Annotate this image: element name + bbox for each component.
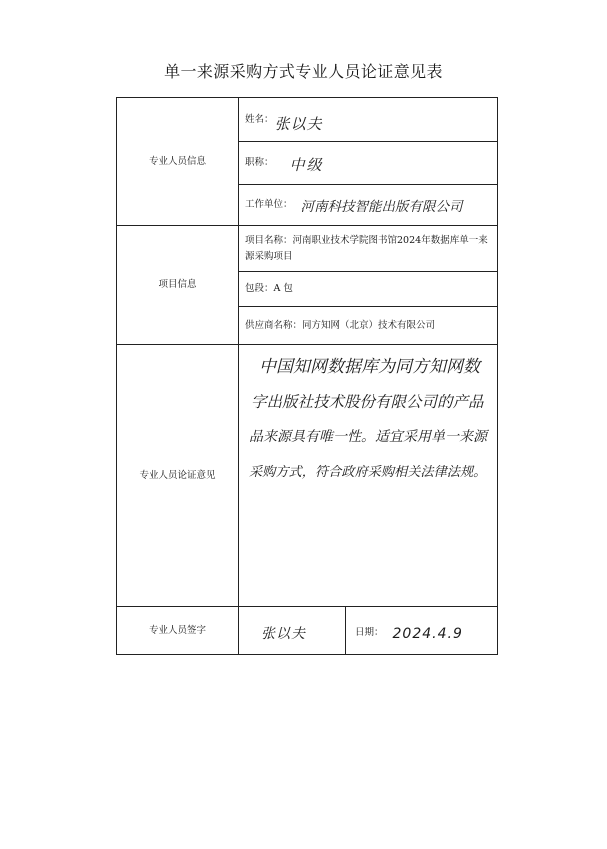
opinion-line: 采购方式，符合政府采购相关法律法规。 xyxy=(249,465,487,480)
project-name-text xyxy=(245,233,493,265)
project-name-row xyxy=(239,226,497,272)
employer-row xyxy=(239,185,497,226)
opinion-form-table xyxy=(116,97,498,655)
employer-label: 工作单位： xyxy=(245,199,293,210)
supplier-row xyxy=(239,307,497,345)
name-label: 姓名： xyxy=(245,113,274,125)
opinion-label: 专业人员论证意见 xyxy=(117,345,239,607)
opinion-cell xyxy=(239,345,497,607)
date-cell xyxy=(346,607,497,654)
supplier-label: 供应商名称： xyxy=(245,319,303,331)
opinion-line: 字出版社技术股份有限公司的产品 xyxy=(251,393,484,411)
lot-value: A 包 xyxy=(273,283,293,294)
expert-info-label: 专业人员信息 xyxy=(117,98,239,226)
name-handwritten-value: 张以夫 xyxy=(274,114,323,133)
handwritten-signature: 张以夫 xyxy=(261,625,306,642)
signature-label: 专业人员签字 xyxy=(117,607,239,654)
professional-title-row xyxy=(239,142,497,185)
project-info-label: 项目信息 xyxy=(117,226,239,345)
supplier-value: 同方知网（北京）技术有限公司 xyxy=(302,319,436,331)
professional-title-handwritten-value: 中级 xyxy=(289,156,324,174)
project-name-label: 项目名称： xyxy=(245,234,293,246)
name-row xyxy=(239,98,497,142)
lot-label: 包段： xyxy=(245,283,274,294)
opinion-line: 品来源具有唯一性。适宜采用单一来源 xyxy=(249,429,487,445)
opinion-line: 中国知网数据库为同方知网数 xyxy=(259,357,480,377)
project-name-value: 河南职业技术学院图书馆2024年数据库单一来源采购项目 xyxy=(245,234,488,262)
date-handwritten-value: 2024.4.9 xyxy=(392,625,463,642)
document-title: 单一来源采购方式专业人员论证意见表 xyxy=(164,62,443,81)
date-label: 日期： xyxy=(355,626,384,638)
signature-cell xyxy=(239,607,346,654)
professional-title-label: 职称： xyxy=(245,157,274,168)
opinion-handwritten-text xyxy=(239,350,497,490)
lot-row xyxy=(239,272,497,307)
employer-handwritten-value: 河南科技智能出版有限公司 xyxy=(300,199,463,215)
